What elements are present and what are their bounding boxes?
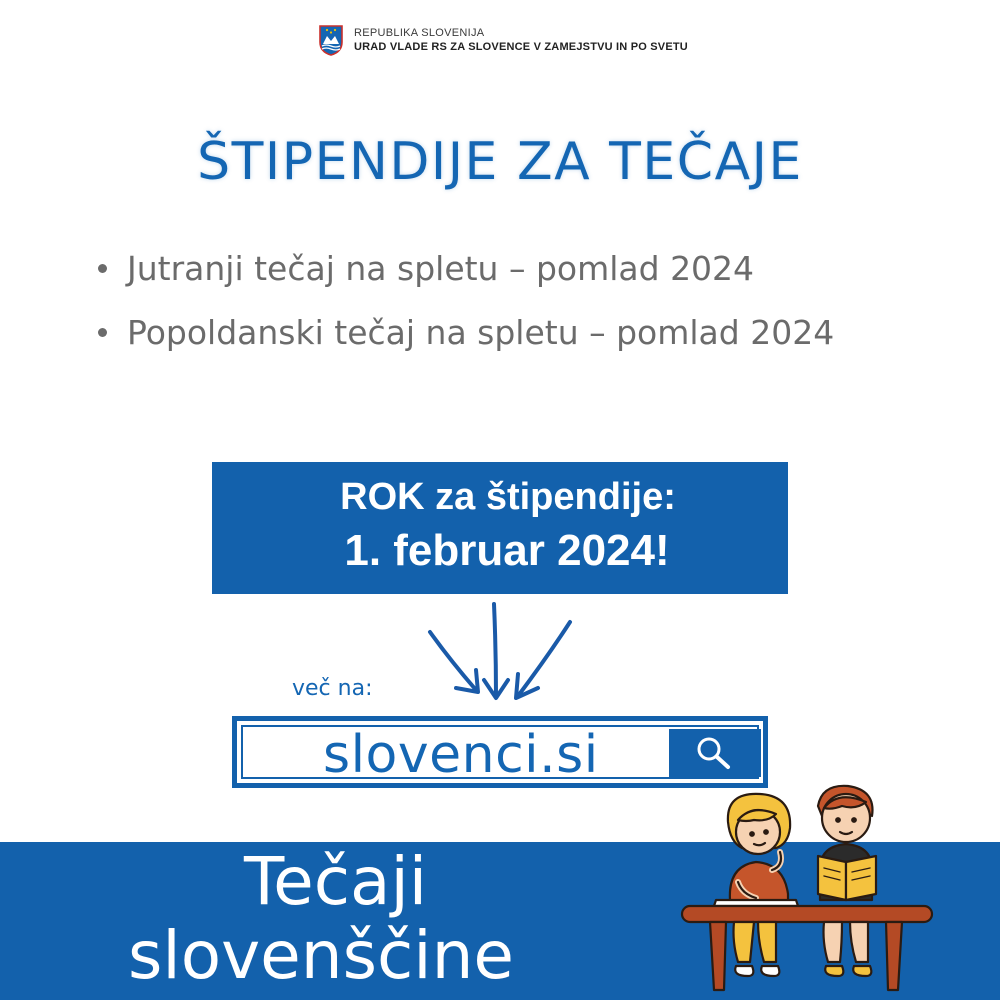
government-header bbox=[318, 24, 688, 56]
bullet-icon bbox=[98, 328, 107, 337]
government-line-1: REPUBLIKA SLOVENIJA bbox=[354, 26, 485, 39]
banner-title-line-1: Tečaji bbox=[244, 843, 428, 920]
search-button[interactable] bbox=[669, 729, 761, 777]
children-reading-icon bbox=[672, 782, 940, 994]
course-label: Popoldanski tečaj na spletu – pomlad 2024 bbox=[127, 312, 835, 352]
list-item bbox=[96, 300, 834, 364]
search-icon bbox=[695, 735, 733, 771]
banner-title-line-2: slovenščine bbox=[128, 917, 515, 994]
coat-of-arms-icon bbox=[318, 24, 344, 56]
course-label: Jutranji tečaj na spletu – pomlad 2024 bbox=[127, 248, 755, 288]
search-input[interactable]: slovenci.si bbox=[323, 725, 599, 785]
course-list bbox=[96, 236, 834, 364]
bullet-icon bbox=[98, 264, 107, 273]
deadline-date: 1. februar 2024! bbox=[344, 526, 670, 575]
deadline-box bbox=[212, 462, 788, 594]
deadline-label: ROK za štipendije: bbox=[340, 476, 676, 518]
list-item bbox=[96, 236, 834, 300]
more-label: več na: bbox=[292, 676, 373, 701]
search-bar[interactable] bbox=[232, 716, 768, 788]
down-arrows-icon bbox=[420, 600, 580, 710]
page-title: ŠTIPENDIJE ZA TEČAJE bbox=[197, 132, 803, 192]
government-title bbox=[354, 27, 688, 54]
government-line-2: URAD VLADE RS ZA SLOVENCE V ZAMEJSTVU IN PO SVETU bbox=[354, 40, 688, 53]
